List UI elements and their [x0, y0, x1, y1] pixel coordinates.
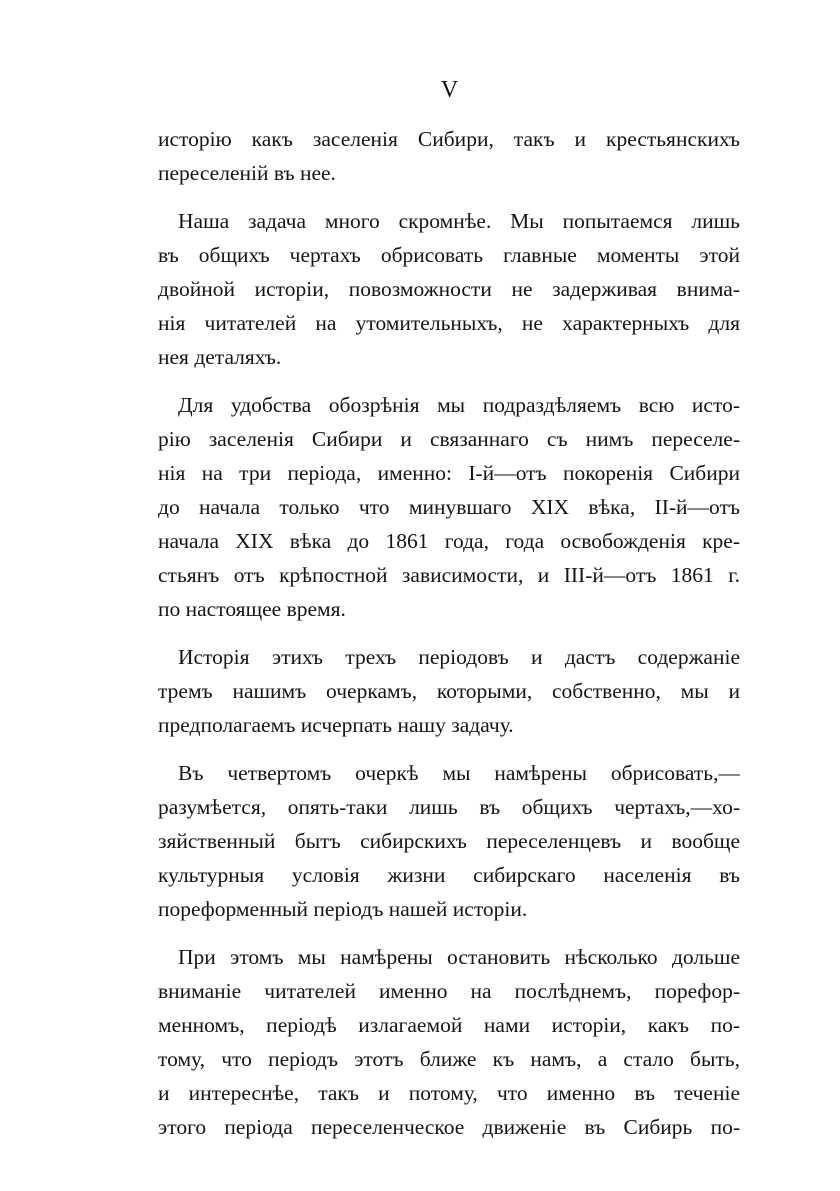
- text-line: стьянъ отъ крѣпостной зависимости, и III-й—отъ 1861 г.: [158, 563, 740, 587]
- text-line: Исторія этихъ трехъ періодовъ и дастъ содержаніе: [178, 645, 740, 669]
- paragraph-6: [158, 940, 740, 1144]
- text-line: нія читателей на утомительныхъ, не характерныхъ для: [158, 311, 740, 335]
- text-line: нея деталяхъ.: [158, 345, 282, 369]
- text-line: начала XIX вѣка до 1861 года, года освобожденія кре-: [158, 529, 740, 553]
- text-line: Для удобства обозрѣнія мы подраздѣляемъ всю исто-: [178, 393, 740, 417]
- text-line: тремъ нашимъ очеркамъ, которыми, собственно, мы и: [158, 679, 740, 703]
- text-line: Въ четвертомъ очеркѣ мы намѣрены обрисовать,—: [178, 761, 740, 785]
- text-line: по настоящее время.: [158, 597, 346, 621]
- text-line: этого періода переселенческое движеніе въ Сибирь по-: [158, 1115, 740, 1139]
- text-line: тому, что періодъ этотъ ближе къ намъ, а стало быть,: [158, 1047, 740, 1071]
- text-line: менномъ, періодѣ излагаемой нами исторіи, какъ по-: [158, 1013, 740, 1037]
- text-line: зяйственный бытъ сибирскихъ переселенцевъ и вообще: [158, 829, 740, 853]
- text-line: пореформенный періодъ нашей исторіи.: [158, 897, 528, 921]
- text-line: исторію какъ заселенія Сибири, такъ и крестьянскихъ: [158, 127, 740, 151]
- text-line: до начала только что минувшаго XIX вѣка, II-й—отъ: [158, 495, 740, 519]
- text-line: нія на три періода, именно: I-й—отъ покоренія Сибири: [158, 461, 740, 485]
- text-line: Наша задача много скромнѣе. Мы попытаемся лишь: [178, 209, 740, 233]
- body-text: [158, 122, 740, 1158]
- paragraph-1: [158, 122, 740, 190]
- text-line: переселеній въ нее.: [158, 161, 336, 185]
- paragraph-2: [158, 204, 740, 374]
- text-line: При этомъ мы намѣрены остановить нѣсколько дольше: [178, 945, 740, 969]
- text-line: и интереснѣе, такъ и потому, что именно въ теченіе: [158, 1081, 740, 1105]
- text-line: культурныя условія жизни сибирскаго населенія въ: [158, 863, 740, 887]
- text-line: рію заселенія Сибири и связаннаго съ нимъ переселе-: [158, 427, 740, 451]
- paragraph-5: [158, 756, 740, 926]
- page-number: V: [440, 77, 460, 103]
- text-line: разумѣется, опять-таки лишь въ общихъ чертахъ,—хо-: [158, 795, 740, 819]
- text-line: двойной исторіи, повозможности не задерживая внима-: [158, 277, 740, 301]
- paragraph-3: [158, 388, 740, 626]
- text-line: въ общихъ чертахъ обрисовать главные моменты этой: [158, 243, 740, 267]
- text-line: предполагаемъ исчерпать нашу задачу.: [158, 713, 514, 737]
- text-line: вниманіе читателей именно на послѣднемъ, порефор-: [158, 979, 740, 1003]
- paragraph-4: [158, 640, 740, 742]
